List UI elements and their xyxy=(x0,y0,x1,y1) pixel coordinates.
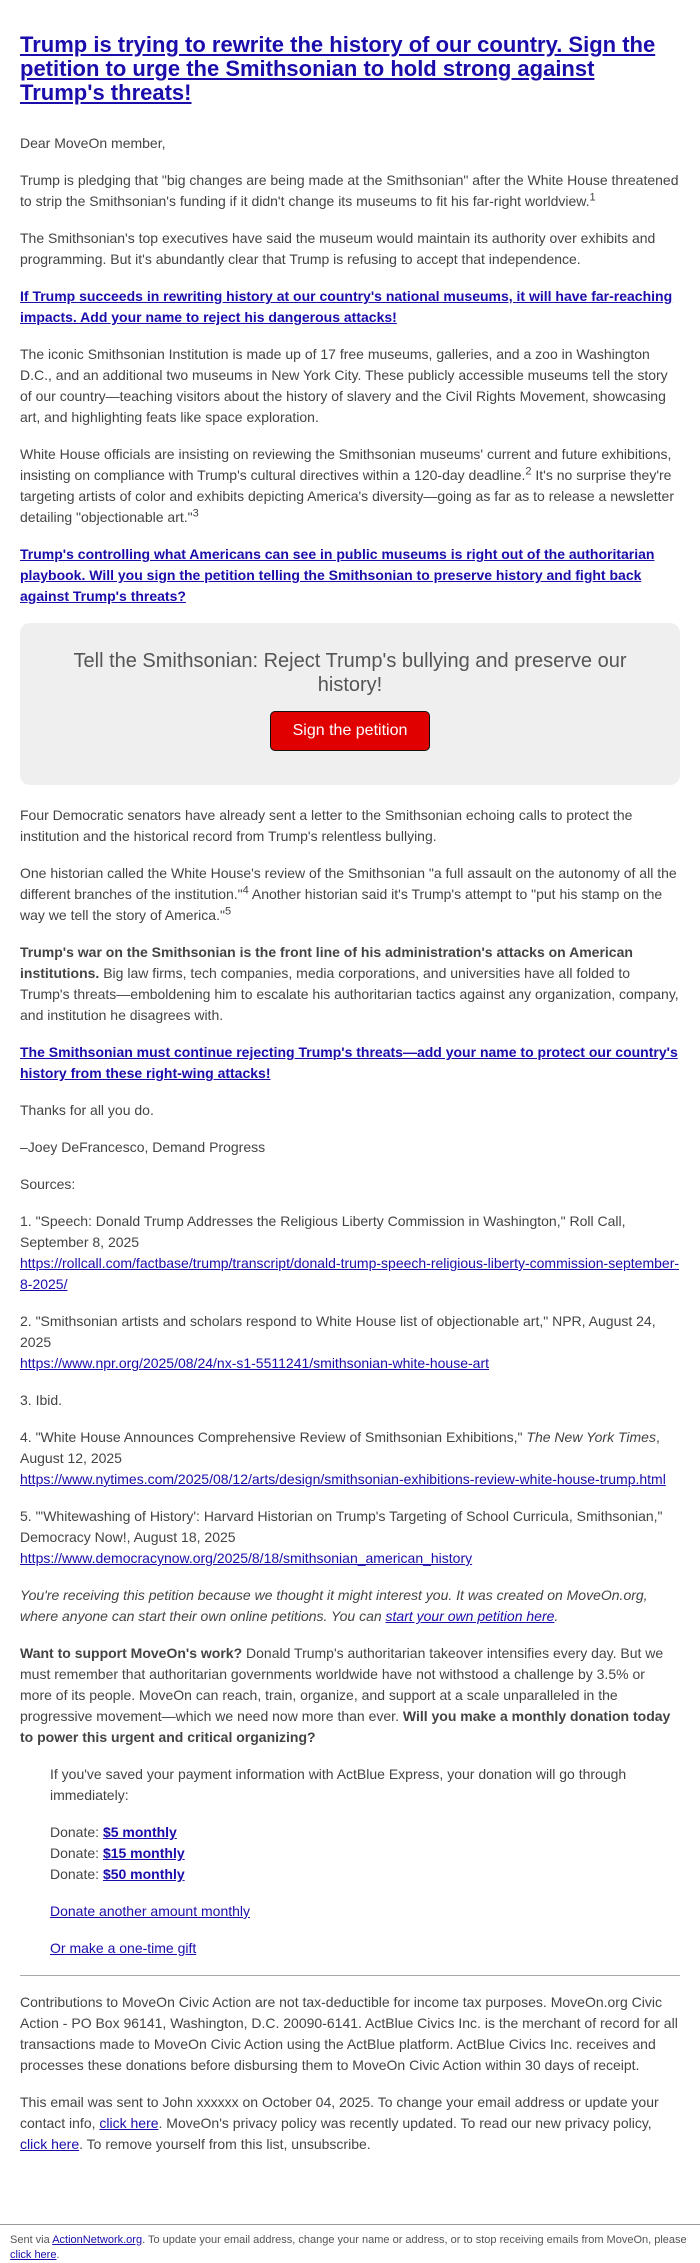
source-5-link[interactable]: https://www.democracynow.org/2025/8/18/smithsonian_american_history xyxy=(20,1550,473,1566)
paragraph-4 xyxy=(20,444,680,528)
source-3 xyxy=(20,1390,680,1411)
donate-once-wrap xyxy=(50,1938,680,1959)
email-info-a: This email was sent to John xxxxxx on October 04, 2025. To change your email address or update your contact info, xyxy=(20,2094,659,2131)
one-time-gift-link[interactable]: Or make a one-time gift xyxy=(50,1940,197,1956)
donate-label-3: Donate: xyxy=(50,1866,103,1882)
paragraph-3: The iconic Smithsonian Institution is made up of 17 free museums, galleries, and a zoo in Washington D.C., and an additional two museums in New York City. These publicly accessible museums tell the story of our country—teaching visitors about the history of slavery and the Civil Rights Movement, showcasing art, and highlighting feats like space exploration. xyxy=(20,346,668,425)
divider xyxy=(20,1975,680,1976)
support-bold: Want to support MoveOn's work? xyxy=(20,1645,243,1661)
signoff: –Joey DeFrancesco, Demand Progress xyxy=(20,1139,266,1155)
receiving-end: . xyxy=(554,1608,559,1624)
privacy-policy-link[interactable]: click here xyxy=(20,2136,80,2152)
donate-row-5 xyxy=(50,1822,680,1843)
paragraph-7 xyxy=(20,942,680,1026)
paragraph-1 xyxy=(20,170,680,212)
update-contact-link[interactable]: click here xyxy=(99,2115,159,2131)
donate-label-2: Donate: xyxy=(50,1845,103,1861)
cta-link-3[interactable]: The Smithsonian must continue rejecting Trump's threats—add your name to protect our country's history from these right-wing attacks! xyxy=(20,1044,678,1081)
paragraph-7-text: Big law firms, tech companies, media corporations, and universities have all folded to Trump's threats—emboldening him to escalate his authoritarian tactics against any organization, company, and institution he disagrees with. xyxy=(20,965,679,1023)
footer xyxy=(0,2224,700,2263)
cta-1-wrap xyxy=(20,286,680,328)
email-info xyxy=(20,2092,680,2155)
footnote-2: 2 xyxy=(525,465,532,478)
email-info-b: . MoveOn's privacy policy was recently updated. To read our new privacy policy, xyxy=(158,2115,652,2131)
donate-50-monthly-link[interactable]: $50 monthly xyxy=(102,1866,185,1882)
legal-text: Contributions to MoveOn Civic Action are not tax-deductible for income tax purposes. MoveOn.org Civic Action - PO Box 96141, Washington, D.C. 20090-6141. ActBlue Civics Inc. is the merchant of record for all transactions made to MoveOn Civic Action using the ActBlue platform. ActBlue Civics Inc. receives and processes these donations before disbursing them to MoveOn Civic Action within 30 days of receipt. xyxy=(20,1994,678,2073)
paragraph-6-text-b: Another historian said it's Trump's attempt to "put his stamp on the way we tell the story of America." xyxy=(20,886,663,923)
donate-15-monthly-link[interactable]: $15 monthly xyxy=(102,1845,185,1861)
source-1 xyxy=(20,1211,680,1295)
source-2-text: 2. "Smithsonian artists and scholars respond to White House list of objectionable art," NPR, August 24, 2025 xyxy=(20,1313,656,1350)
footnote-1: 1 xyxy=(589,191,596,204)
source-3-text: 3. Ibid. xyxy=(20,1392,63,1408)
paragraph-2: The Smithsonian's top executives have said the museum would maintain its authority over exhibits and programming. But it's abundantly clear that Trump is refusing to accept that independence. xyxy=(20,230,656,267)
start-petition-link[interactable]: start your own petition here xyxy=(385,1608,555,1624)
source-5 xyxy=(20,1506,680,1569)
source-2-link[interactable]: https://www.npr.org/2025/08/24/nx-s1-5511241/smithsonian-white-house-art xyxy=(20,1355,490,1371)
paragraph-6 xyxy=(20,863,680,926)
source-4-text-b: , August 12, 2025 xyxy=(20,1429,660,1466)
paragraph-4-text-a: White House officials are insisting on reviewing the Smithsonian museums' current and future exhibitions, insisting on compliance with Trump's cultural directives within a 120-day deadline. xyxy=(20,446,672,483)
donate-label-1: Donate: xyxy=(50,1824,103,1840)
paragraph-4-text-b: It's no surprise they're targeting artists of color and exhibits depicting America's diversity—going as far as to release a newsletter detailing "objectionable art." xyxy=(20,467,674,525)
source-4-link[interactable]: https://www.nytimes.com/2025/08/12/arts/design/smithsonian-exhibitions-review-white-house-trump.html xyxy=(20,1471,666,1487)
footnote-3: 3 xyxy=(192,507,199,520)
sign-petition-button[interactable]: Sign the petition xyxy=(270,711,431,751)
footnote-5: 5 xyxy=(224,905,232,918)
headline-link[interactable]: Trump is trying to rewrite the history of our country. Sign the petition to urge the Smithsonian to hold strong against Trump's threats! xyxy=(20,32,656,105)
support-bold-2: Will you make a monthly donation today to power this urgent and critical organizing? xyxy=(20,1708,671,1745)
support-paragraph xyxy=(20,1643,680,1748)
paragraph-1-text: Trump is pledging that "big changes are being made at the Smithsonian" after the White House threatened to strip the Smithsonian's funding if it didn't change its museums to fit his far-right worldview. xyxy=(20,172,679,209)
footer-text-b: . To update your email address, change your name or address, or to stop receiving emails from MoveOn, please xyxy=(142,2234,687,2246)
donate-row-15 xyxy=(50,1843,680,1864)
greeting: Dear MoveOn member, xyxy=(20,135,166,151)
cta-3-wrap xyxy=(20,1042,680,1084)
actblue-note: If you've saved your payment information with ActBlue Express, your donation will go through immediately: xyxy=(50,1766,627,1803)
footer-text-c: . xyxy=(56,2249,60,2261)
footer-text-a: Sent via xyxy=(10,2234,53,2246)
donate-row-50 xyxy=(50,1864,680,1885)
sources-label: Sources: xyxy=(20,1176,76,1192)
source-5-text: 5. "'Whitewashing of History': Harvard Historian on Trump's Targeting of School Curricula, Smithsonian," Democracy Now!, August 18, 2025 xyxy=(20,1508,663,1545)
email-info-c: . To remove yourself from this list, unsubscribe. xyxy=(79,2136,371,2152)
donate-other-wrap xyxy=(50,1901,680,1922)
donate-5-monthly-link[interactable]: $5 monthly xyxy=(102,1824,177,1840)
support-text: Donald Trump's authoritarian takeover intensifies every day. But we must remember that authoritarian governments worldwide have not withstood a challenge by 3.5% or more of its people. MoveOn can reach, train, organize, and support at a scale unparalleled in the progressive movement—which we need now more than ever. xyxy=(20,1645,664,1724)
cta-link-2[interactable]: Trump's controlling what Americans can see in public museums is right out of the authoritarian playbook. Will you sign the petition telling the Smithsonian to preserve history and fight back against Trump's threats? xyxy=(20,546,655,604)
footer-click-here-link[interactable]: click here xyxy=(10,2249,57,2261)
receiving-note xyxy=(20,1585,680,1627)
donate-other-amount-link[interactable]: Donate another amount monthly xyxy=(50,1903,251,1919)
receiving-text: You're receiving this petition because we thought it might interest you. It was created on MoveOn.org, where anyone can start their own online petitions. You can xyxy=(20,1587,648,1624)
source-4-text-a: 4. "White House Announces Comprehensive Review of Smithsonian Exhibitions," xyxy=(20,1429,527,1445)
source-4-publication: The New York Times xyxy=(526,1429,656,1445)
petition-box-title: Tell the Smithsonian: Reject Trump's bullying and preserve our history! xyxy=(73,650,627,696)
source-1-text: 1. "Speech: Donald Trump Addresses the Religious Liberty Commission in Washington," Roll Call, September 8, 2025 xyxy=(20,1213,626,1250)
paragraph-7-bold: Trump's war on the Smithsonian is the front line of his administration's attacks on American institutions. xyxy=(20,944,633,981)
cta-2-wrap xyxy=(20,544,680,607)
footnote-4: 4 xyxy=(242,884,249,897)
cta-link-1[interactable]: If Trump succeeds in rewriting history at our country's national museums, it will have far-reaching impacts. Add your name to reject his dangerous attacks! xyxy=(20,288,673,325)
petition-box xyxy=(20,623,680,785)
actionnetwork-link[interactable]: ActionNetwork.org xyxy=(52,2234,143,2246)
paragraph-6-text-a: One historian called the White House's review of the Smithsonian "a full assault on the autonomy of all the different branches of the institution." xyxy=(20,865,677,902)
paragraph-5: Four Democratic senators have already sent a letter to the Smithsonian echoing calls to protect the institution and the historical record from Trump's relentless bullying. xyxy=(20,807,633,844)
source-2 xyxy=(20,1311,680,1374)
thanks: Thanks for all you do. xyxy=(20,1102,154,1118)
donation-section xyxy=(50,1764,680,1959)
source-4 xyxy=(20,1427,680,1490)
source-1-link[interactable]: https://rollcall.com/factbase/trump/transcript/donald-trump-speech-religious-liberty-commission-september-8-2025/ xyxy=(20,1255,680,1292)
